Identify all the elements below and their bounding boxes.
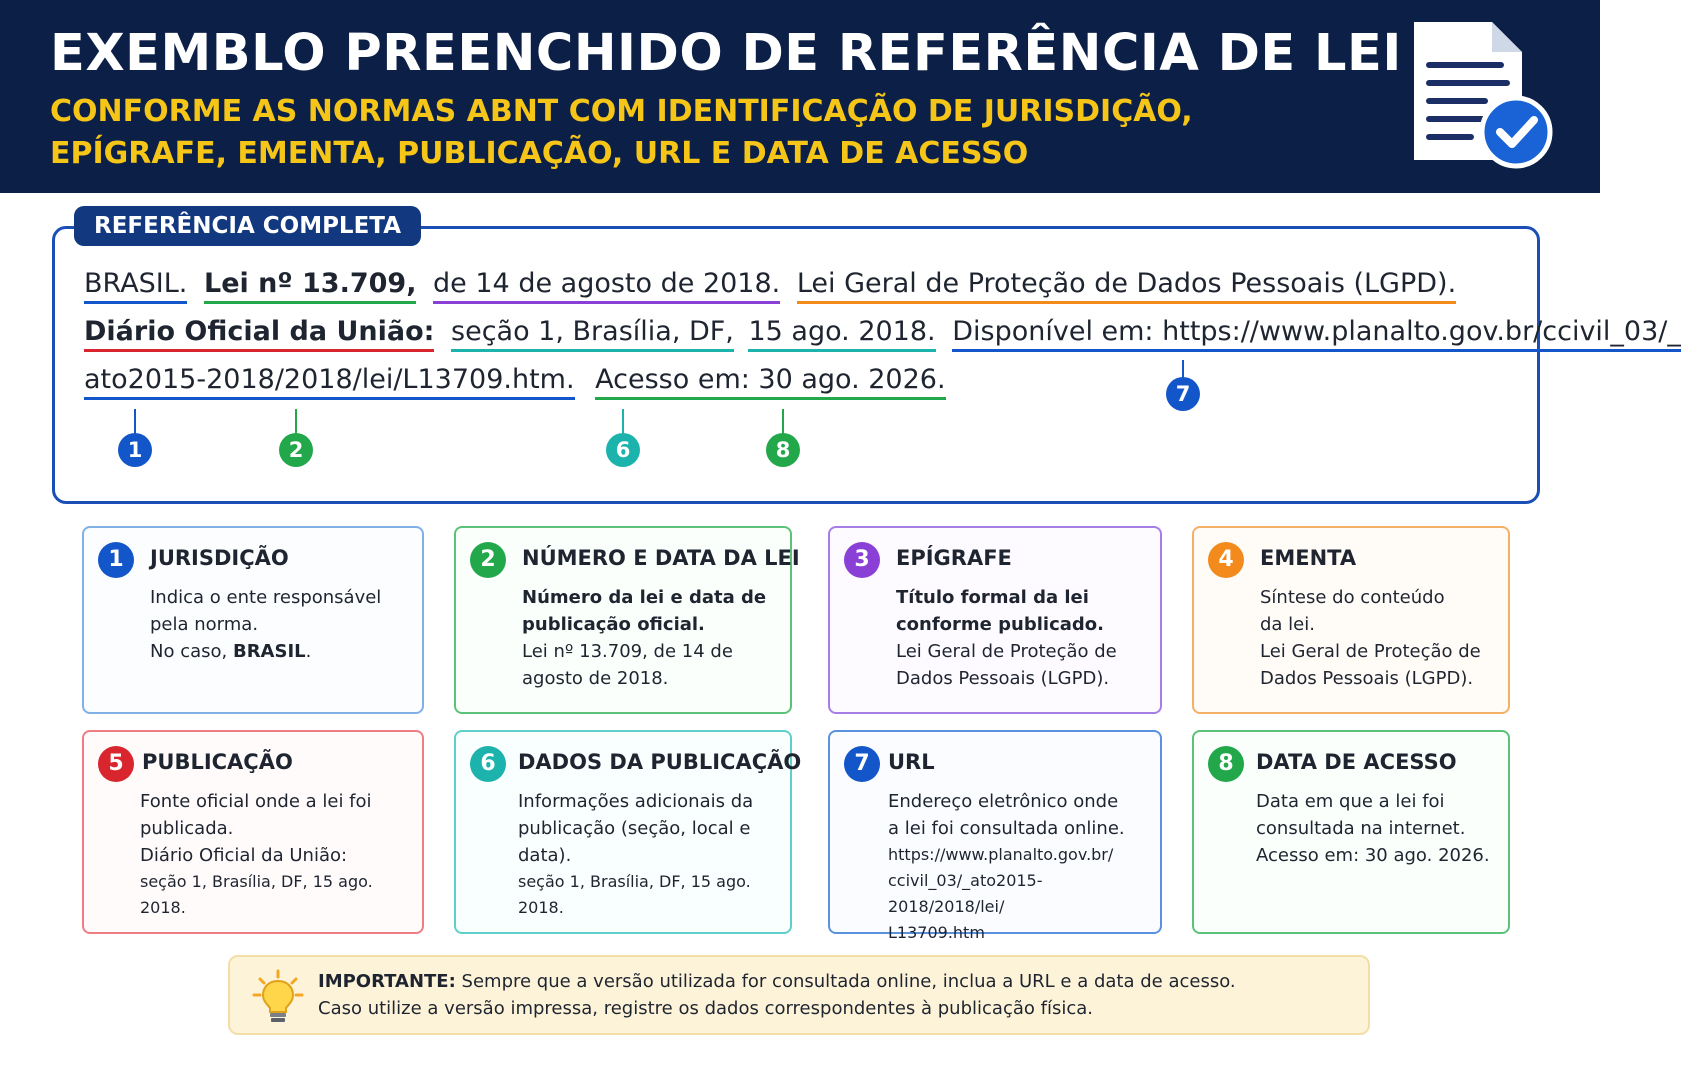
marker-stem-8 [782,409,784,435]
card-text: publicada. [140,818,234,839]
card-body [522,584,780,692]
marker-8: 8 [766,433,800,467]
card-url [828,730,1162,942]
card-number-badge: 1 [98,542,134,578]
card-text: Acesso em: 30 ago. 2026. [1256,845,1490,866]
card-body [1256,788,1504,869]
card-title: PUBLICAÇÃO [142,750,293,774]
ref-publication: Diário Oficial da União: [84,316,434,352]
page-subtitle-line1: CONFORME AS NORMAS ABNT COM IDENTIFICAÇÃO DE JURISDIÇÃO, [50,94,1193,129]
card-title: NÚMERO E DATA DA LEI [522,546,800,570]
card-epigrafe [828,526,1162,714]
card-body [888,788,1156,946]
card-text: publicação oficial. [522,614,705,635]
card-number-badge: 8 [1208,746,1244,782]
marker-2: 2 [279,433,313,467]
marker-7: 7 [1166,377,1200,411]
card-text: da lei. [1260,614,1315,635]
card-text: Fonte oficial onde a lei foi [140,791,372,812]
marker-stem-1 [134,409,136,435]
card-title: JURISDIÇÃO [150,546,289,570]
marker-1: 1 [118,433,152,467]
note-label: IMPORTANTE: [318,971,456,992]
card-text: Lei Geral de Proteção de [1260,641,1481,662]
card-text: Número da lei e data de [522,587,767,608]
card-number-badge: 6 [470,746,506,782]
ref-available-url: Disponível em: https://www.planalto.gov.br/ccivil_03/_ [952,316,1681,352]
card-url-text: https://www.planalto.gov.br/ [888,845,1114,864]
card-title: DADOS DA PUBLICAÇÃO [518,750,802,774]
card-publicacao [82,730,424,934]
card-title: DATA DE ACESSO [1256,750,1457,774]
card-text: Indica o ente responsável [150,587,382,608]
card-number-badge: 7 [844,746,880,782]
ref-section: seção 1, Brasília, DF, [451,316,734,352]
card-text: pela norma. [150,614,259,635]
reference-tab-label: REFERÊNCIA COMPLETA [74,206,421,246]
card-text: publicação (seção, local e [518,818,751,839]
card-body [518,788,786,921]
ref-ementa: Lei Geral de Proteção de Dados Pessoais (LGPD). [797,268,1456,304]
card-text: conforme publicado. [896,614,1104,635]
marker-stem-6 [622,409,624,435]
header-banner [0,0,1600,193]
card-title: URL [888,750,935,774]
card-number-badge: 2 [470,542,506,578]
ref-pub-date: 15 ago. 2018. [748,316,935,352]
marker-stem-2 [295,409,297,435]
reference-line-3 [84,364,946,400]
card-text: Endereço eletrônico onde [888,791,1119,812]
page-title: EXEMBLO PREENCHIDO DE REFERÊNCIA DE LEI [50,24,1402,83]
card-title: EMENTA [1260,546,1357,570]
card-text: Título formal da lei [896,587,1089,608]
card-text: Data em que a lei foi [1256,791,1445,812]
card-text: No caso, BRASIL. [150,641,312,662]
card-text: seção 1, Brasília, DF, 15 ago. 2018. [518,872,751,917]
card-text: Síntese do conteúdo [1260,587,1445,608]
card-text: a lei foi consultada online. [888,818,1125,839]
card-url-text: ccivil_03/_ato2015-2018/2018/lei/ [888,871,1043,916]
lightbulb-icon [252,969,304,1025]
page-subtitle-line2: EPÍGRAFE, EMENTA, PUBLICAÇÃO, URL E DATA DE ACESSO [50,136,1029,171]
card-url-text: L13709.htm [888,923,985,942]
card-body [150,584,412,665]
card-text: seção 1, Brasília, DF, 15 ago. 2018. [140,872,373,917]
card-ementa [1192,526,1510,714]
ref-law-date: de 14 de agosto de 2018. [433,268,780,304]
ref-law-number: Lei nº 13.709, [204,268,416,304]
note-line2: Caso utilize a versão impressa, registre os dados correspondentes à publicação física. [318,998,1093,1019]
card-numero-data [454,526,800,714]
reference-line-2 [84,316,1681,352]
card-number-badge: 3 [844,542,880,578]
card-text: agosto de 2018. [522,668,669,689]
card-text: Lei Geral de Proteção de [896,641,1117,662]
card-number-badge: 5 [98,746,134,782]
card-text: Lei nº 13.709, de 14 de [522,641,733,662]
card-body [140,788,418,921]
note-text: Sempre que a versão utilizada for consultada online, inclua a URL e a data de acesso. [455,971,1236,992]
document-check-icon [1404,18,1556,174]
card-text: consultada na internet. [1256,818,1466,839]
card-text: Diário Oficial da União: [140,845,348,866]
card-text: Informações adicionais da [518,791,754,812]
card-text: Dados Pessoais (LGPD). [896,668,1110,689]
important-note [228,955,1370,1035]
card-number-badge: 4 [1208,542,1244,578]
card-title: EPÍGRAFE [896,546,1012,570]
ref-access-date: Acesso em: 30 ago. 2026. [595,364,945,400]
card-data-acesso [1192,730,1510,934]
ref-jurisdiction: BRASIL. [84,268,187,304]
note-line1 [318,971,1236,992]
card-text: data). [518,845,572,866]
card-jurisdicao [82,526,424,714]
card-text: Dados Pessoais (LGPD). [1260,668,1474,689]
card-body [896,584,1150,692]
reference-line-1 [84,268,1456,304]
ref-url-rest: ato2015-2018/2018/lei/L13709.htm. [84,364,575,400]
card-body [1260,584,1498,692]
card-dados-publicacao [454,730,802,934]
marker-6: 6 [606,433,640,467]
